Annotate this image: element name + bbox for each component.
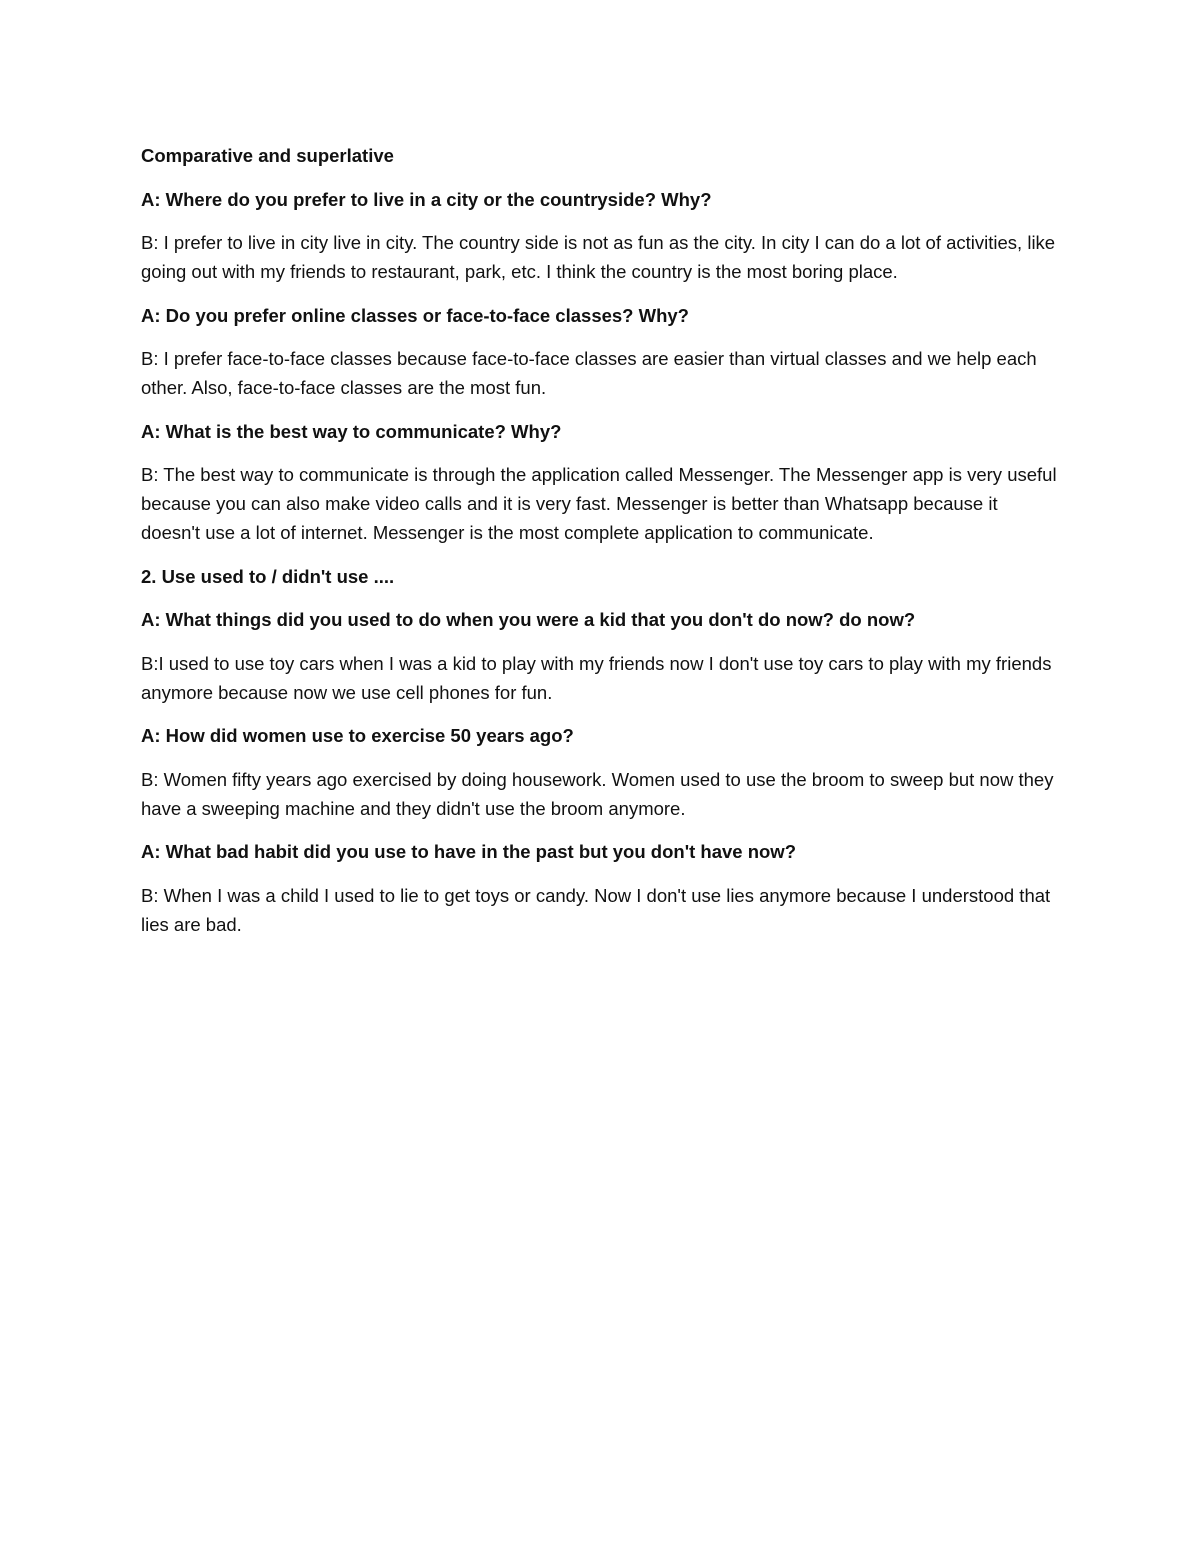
question-best-way-to-communicate: A: What is the best way to communicate? Why?: [141, 420, 562, 442]
document-title: Comparative and superlative: [141, 145, 394, 166]
question-women-exercise: A: How did women use to exercise 50 years ago?: [141, 725, 574, 746]
answer-city-or-countryside: B: I prefer to live in city live in city. The country side is not as fun as the city. In city I can do a lot of activities, like going out with my friends to restaurant, park, etc. I think the country is the most boring place.: [141, 232, 1056, 282]
document-body: [141, 141, 1061, 953]
section-heading-used-to: 2. Use used to / didn't use ....: [141, 565, 395, 587]
answer-things-as-a-kid: B:I used to use toy cars when I was a kid to play with my friends now I don't use toy cars to play with my friends anymore because now we use cell phones for fun.: [141, 652, 1052, 703]
question-bad-habit: A: What bad habit did you use to have in the past but you don't have now?: [141, 841, 796, 862]
question-things-as-a-kid: A: What things did you used to do when you were a kid that you don't do now? do now?: [141, 609, 916, 630]
question-city-or-countryside: A: Where do you prefer to live in a city or the countryside? Why?: [141, 188, 712, 210]
answer-best-way-to-communicate: B: The best way to communicate is through the application called Messenger. The Messenger app is very useful because you can also make video calls and it is very fast. Messenger is better than Whatsapp because it doesn't use a lot of internet. Messenger is the most complete application to communicate.: [141, 464, 1057, 543]
answer-women-exercise: B: Women fifty years ago exercised by doing housework. Women used to use the broom to sweep but now they have a sweeping machine and they didn't use the broom anymore.: [141, 768, 1054, 819]
question-online-or-face-to-face: A: Do you prefer online classes or face-to-face classes? Why?: [141, 304, 689, 326]
answer-online-or-face-to-face: B: I prefer face-to-face classes because face-to-face classes are easier than virtual classes and we help each other. Also, face-to-face classes are the most fun.: [141, 348, 1037, 398]
answer-bad-habit: B: When I was a child I used to lie to get toys or candy. Now I don't use lies anymore because I understood that lies are bad.: [141, 884, 1051, 935]
